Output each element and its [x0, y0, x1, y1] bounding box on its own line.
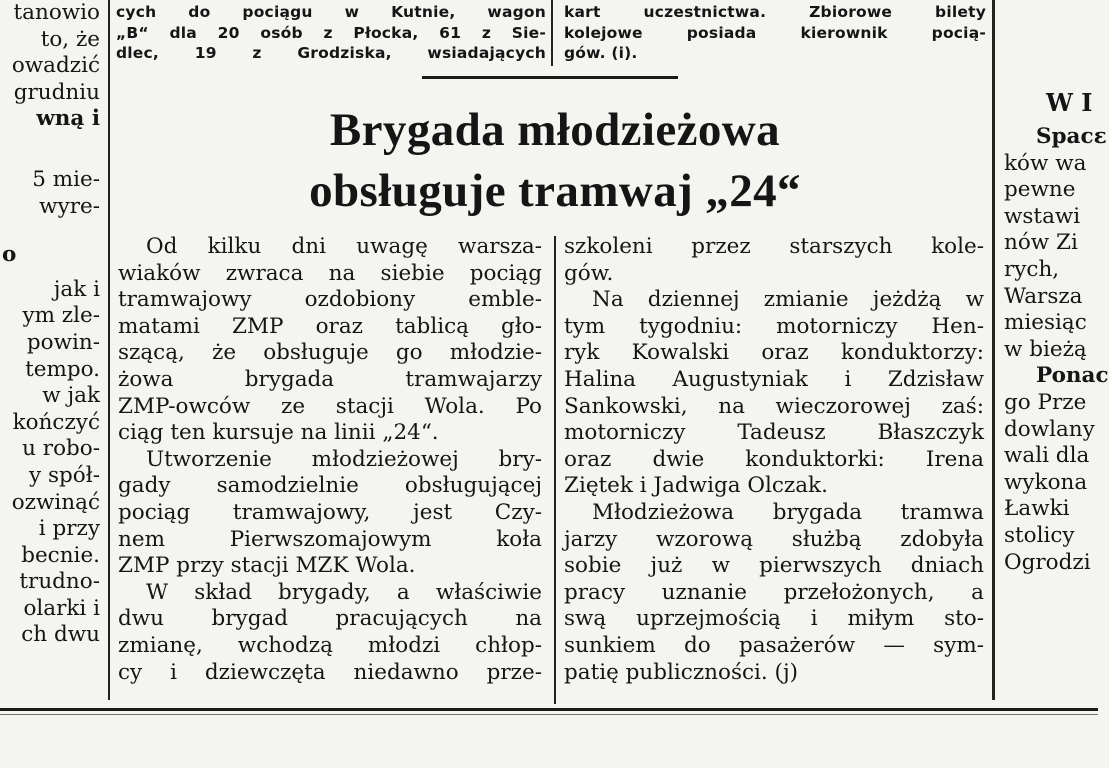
- text-line: y spół-: [29, 462, 100, 488]
- text-line: dwu brygad pracujących na: [118, 606, 542, 632]
- text-line: kart uczestnictwa. Zbiorowe bilety: [564, 3, 986, 21]
- text-line: trudno-: [19, 569, 100, 595]
- text-line: jak i: [53, 276, 100, 302]
- text-line: i przy: [38, 516, 100, 542]
- text-line: w bieżą: [1004, 336, 1087, 362]
- right-column-fragment: [1004, 82, 1109, 576]
- text-line: Halina Augustyniak i Zdzisław: [564, 366, 984, 392]
- text-line: ZMP-owców ze stacji Wola. Po: [118, 393, 542, 419]
- top-middle-fragment: [116, 2, 546, 64]
- page-bottom-rule-thin: [0, 714, 1098, 715]
- text-line: matami ZMP oraz tablicą gło-: [118, 313, 542, 339]
- article-column-2: [564, 234, 984, 686]
- text-line: tym tygodniu: motorniczy Hen-: [564, 313, 984, 339]
- text-line: cych do pociągu w Kutnie, wagon: [116, 3, 546, 21]
- text-line: Od kilku dni uwagę warsza-: [146, 234, 542, 259]
- text-line: wykona: [1004, 469, 1088, 495]
- text-line: pewne: [1004, 177, 1076, 203]
- headline-line-1: Brygada młodzieżowa: [329, 104, 781, 156]
- text-line: ozwinąć: [11, 489, 100, 515]
- text-line: swą uprzejmością i miłym sto-: [564, 606, 984, 632]
- text-line: motorniczy Tadeusz Błaszczyk: [564, 420, 984, 446]
- text-line: kolejowe posiada kierownik pocią-: [564, 23, 986, 42]
- text-line: jarzy wzorową służbą zdobyła: [564, 526, 984, 552]
- text-line: oraz dwie konduktorki: Irena: [564, 446, 984, 472]
- text-line: wyre-: [39, 193, 100, 219]
- text-line: grudniu: [13, 79, 100, 105]
- text-line: Ziętek i Jadwiga Olczak.: [564, 473, 828, 499]
- headline-separator: [422, 76, 678, 79]
- text-line: wną i: [36, 106, 100, 132]
- text-line: [0, 133, 100, 167]
- text-line: Ogrodzi: [1004, 549, 1091, 575]
- text-line: szkoleni przez starszych kole-: [564, 234, 984, 259]
- text-line: Sankowski, na wieczorowej zaś:: [564, 393, 984, 419]
- text-line: dowlany: [1004, 416, 1095, 442]
- text-line: ków wa: [1004, 150, 1087, 176]
- text-line: Ponac: [1036, 363, 1109, 389]
- column-rule-left: [108, 0, 110, 700]
- text-line: miesiąc: [1004, 310, 1087, 336]
- text-line: [0, 220, 100, 242]
- text-line: powin-: [26, 329, 100, 355]
- text-line: sunkiem do pasażerów — sym-: [564, 632, 984, 658]
- text-line: tempo.: [25, 356, 100, 382]
- text-line: Utworzenie młodzieżowej bry-: [146, 446, 542, 472]
- text-line: pracy uznanie przełożonych, a: [564, 579, 984, 605]
- text-line: Młodzieżowa brygada tramwa: [592, 499, 984, 525]
- text-line: ym zle-: [22, 303, 100, 329]
- column-rule-right: [992, 0, 995, 700]
- text-line: w jak: [42, 383, 100, 409]
- page-bottom-rule: [0, 708, 1098, 711]
- text-line: nów Zi: [1004, 230, 1078, 256]
- text-line: tanowio: [13, 0, 100, 25]
- text-line: ryk Kowalski oraz konduktorzy:: [564, 340, 984, 366]
- text-line: zmianę, wchodzą młodzi chłop-: [118, 632, 542, 658]
- text-line: owadzić: [11, 53, 100, 79]
- text-line: to, że: [40, 26, 100, 52]
- text-line: rych,: [1004, 256, 1060, 282]
- text-line: olarki i: [23, 595, 100, 621]
- text-line: ciąg ten kursuje na linii „24“.: [118, 420, 439, 446]
- text-line: Warsza: [1004, 283, 1083, 309]
- text-line: gady samodzielnie obsługującej: [118, 473, 542, 499]
- article-column-1: [118, 234, 542, 686]
- column-rule-article: [554, 236, 556, 704]
- text-line: wiaków zwraca na siebie pociąg: [118, 260, 542, 286]
- text-line: stolicy: [1004, 522, 1075, 548]
- text-line: gów.: [564, 260, 614, 286]
- text-line: o: [2, 242, 17, 268]
- text-line: Na dziennej zmianie jeżdżą w: [592, 287, 984, 313]
- text-line: wstawi: [1004, 203, 1081, 229]
- text-line: wali dla: [1004, 443, 1090, 469]
- text-line: u robo-: [22, 436, 100, 462]
- text-line: pociąg tramwajowy, jest Czy-: [118, 499, 542, 525]
- text-line: go Prze: [1004, 389, 1087, 415]
- left-column-fragment: [0, 0, 100, 649]
- text-line: dlec, 19 z Grodziska, wsiadających: [116, 44, 546, 62]
- text-line: W I: [1046, 88, 1093, 117]
- text-line: nem Pierwszomajowym koła: [118, 526, 542, 552]
- text-line: becnie.: [21, 542, 100, 568]
- text-line: sobie już w pierwszych dniach: [564, 553, 984, 579]
- text-line: „B“ dla 20 osób z Płocka, 61 z Sie-: [116, 23, 546, 42]
- text-line: tramwajowy ozdobiony emble-: [118, 287, 542, 313]
- text-line: ch dwu: [21, 622, 100, 648]
- column-rule-middle: [551, 0, 553, 66]
- text-line: W skład brygady, a właściwie: [146, 579, 542, 605]
- text-line: cy i dziewczęta niedawno prze-: [118, 659, 542, 685]
- text-line: żowa brygada tramwajarzy: [118, 366, 542, 392]
- text-line: patię publiczności. (j): [564, 659, 799, 685]
- text-line: ZMP przy stacji MZK Wola.: [118, 553, 416, 579]
- top-right-fragment: [564, 2, 986, 64]
- text-line: Ławki: [1004, 496, 1070, 522]
- text-line: 5 mie-: [32, 166, 100, 192]
- text-line: szącą, że obsługuje go młodzie-: [118, 340, 542, 366]
- text-line: kończyć: [12, 409, 100, 435]
- text-line: Spacε: [1036, 124, 1107, 149]
- text-line: gów. (i).: [564, 44, 638, 62]
- headline-line-2: obsługuje tramwaj „24“: [309, 165, 801, 217]
